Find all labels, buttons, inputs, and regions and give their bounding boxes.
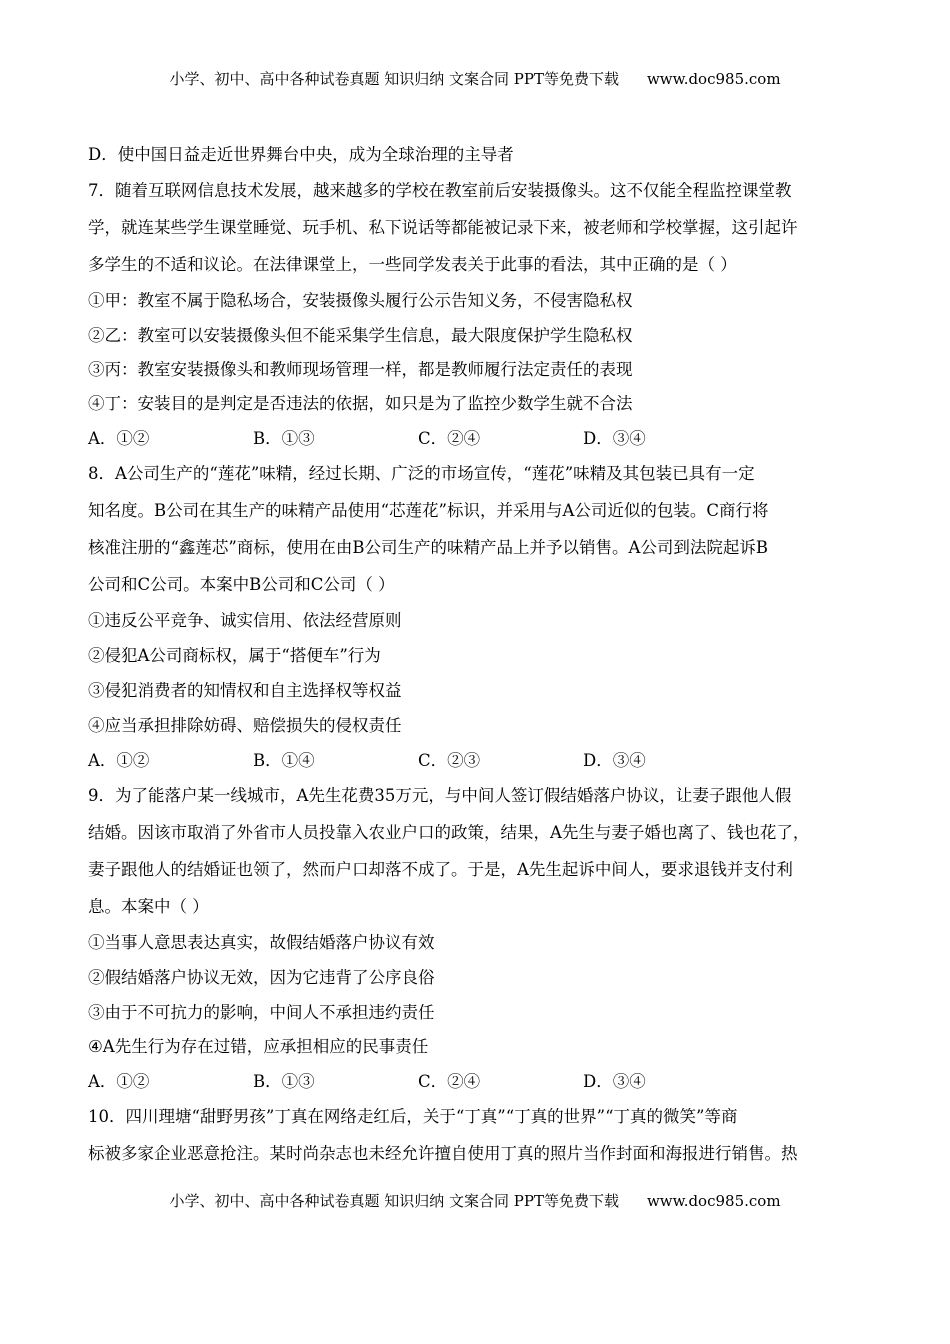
q7-option-d[interactable]: D．③④ <box>583 429 646 448</box>
header-url: www.doc985.com <box>646 70 781 88</box>
q8-stem-line: 核准注册的“鑫莲芯”商标，使用在由B公司生产的味精产品上并予以销售。A公司到法院起诉B <box>88 538 769 557</box>
q8-statement: ①违反公平竞争、诚实信用、依法经营原则 <box>88 611 402 630</box>
q9-statement: ①当事人意思表达真实，故假结婚落户协议有效 <box>88 933 435 952</box>
q9-option-c[interactable]: C．②④ <box>418 1072 481 1091</box>
q7-option-b[interactable]: B．①③ <box>253 429 315 448</box>
q7-option-c[interactable]: C．②④ <box>418 429 481 448</box>
q7-statement: ①甲：教室不属于隐私场合，安装摄像头履行公示告知义务，不侵害隐私权 <box>88 291 633 310</box>
q9-option-d[interactable]: D．③④ <box>583 1072 646 1091</box>
q9-option-a[interactable]: A．①② <box>88 1072 150 1091</box>
q7-statement: ②乙：教室可以安装摄像头但不能采集学生信息，最大限度保护学生隐私权 <box>88 326 633 345</box>
q8-statement: ③侵犯消费者的知情权和自主选择权等权益 <box>88 681 402 700</box>
q8-statement: ②侵犯A公司商标权，属于“搭便车”行为 <box>88 646 381 665</box>
q7-option-a[interactable]: A．①② <box>88 429 150 448</box>
q7-stem-line: 7．随着互联网信息技术发展，越来越多的学校在教室前后安装摄像头。这不仅能全程监控课堂教 <box>88 181 792 200</box>
q10-stem-line: 标被多家企业恶意抢注。某时尚杂志也未经允许擅自使用丁真的照片当作封面和海报进行销售。热 <box>88 1144 798 1163</box>
q9-statement: ④A先生行为存在过错，应承担相应的民事责任 <box>88 1037 429 1056</box>
q9-stem-line: 9．为了能落户某一线城市，A先生花费35万元，与中间人签订假结婚落户协议，让妻子跟他人假 <box>88 786 792 805</box>
q7-stem-line: 学，就连某些学生课堂睡觉、玩手机、私下说话等都能被记录下来，被老师和学校掌握，这引起许 <box>88 218 798 237</box>
header-text: 小学、初中、高中各种试卷真题 知识归纳 文案合同 PPT等免费下载 <box>169 70 619 88</box>
q8-option-b[interactable]: B．①④ <box>253 751 315 770</box>
q8-stem-line: 公司和C公司。本案中B公司和C公司（ ） <box>88 575 395 594</box>
footer-url: www.doc985.com <box>646 1192 781 1210</box>
q7-stem-line: 多学生的不适和议论。在法律课堂上，一些同学发表关于此事的看法，其中正确的是（ ） <box>88 255 737 274</box>
q8-option-a[interactable]: A．①② <box>88 751 150 770</box>
q6-option-d: D．使中国日益走近世界舞台中央，成为全球治理的主导者 <box>88 145 514 164</box>
q7-statement: ③丙：教室安装摄像头和教师现场管理一样，都是教师履行法定责任的表现 <box>88 360 633 379</box>
q10-stem-line: 10．四川理塘“甜野男孩”丁真在网络走红后，关于“丁真”“丁真的世界”“丁真的微笑”等商 <box>88 1107 738 1126</box>
q8-statement: ④应当承担排除妨碍、赔偿损失的侵权责任 <box>88 716 402 735</box>
q8-option-d[interactable]: D．③④ <box>583 751 646 770</box>
q9-option-b[interactable]: B．①③ <box>253 1072 315 1091</box>
q9-stem-line: 妻子跟他人的结婚证也领了，然而户口却落不成了。于是，A先生起诉中间人，要求退钱并支付利 <box>88 860 793 879</box>
page-header <box>0 68 950 89</box>
q7-statement: ④丁：安装目的是判定是否违法的依据，如只是为了监控少数学生就不合法 <box>88 394 633 413</box>
footer-text: 小学、初中、高中各种试卷真题 知识归纳 文案合同 PPT等免费下载 <box>169 1192 619 1210</box>
q9-stem-line: 结婚。因该市取消了外省市人员投靠入农业户口的政策，结果，A先生与妻子婚也离了、钱也花了， <box>88 823 810 842</box>
q9-statement: ③由于不可抗力的影响，中间人不承担违约责任 <box>88 1003 435 1022</box>
page-footer <box>0 1190 950 1211</box>
q9-stem-line: 息。本案中（ ） <box>88 897 209 916</box>
q8-stem-line: 知名度。B公司在其生产的味精产品使用“芯莲花”标识，并采用与A公司近似的包装。C商行将 <box>88 501 769 520</box>
q8-stem-line: 8．A公司生产的“莲花”味精，经过长期、广泛的市场宣传，“莲花”味精及其包装已具有一定 <box>88 464 755 483</box>
q9-statement: ②假结婚落户协议无效，因为它违背了公序良俗 <box>88 968 435 987</box>
q8-option-c[interactable]: C．②③ <box>418 751 481 770</box>
